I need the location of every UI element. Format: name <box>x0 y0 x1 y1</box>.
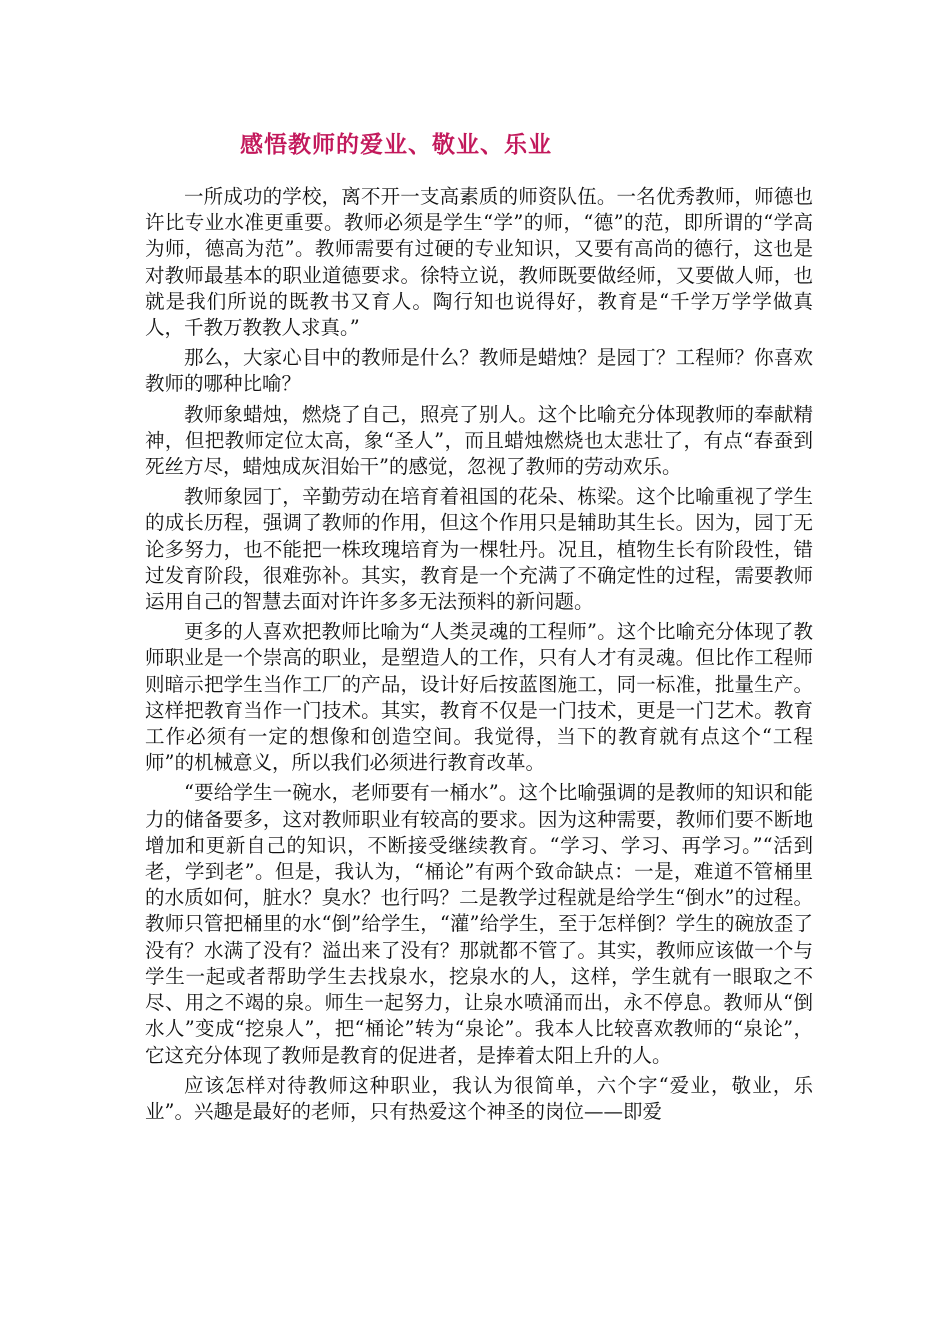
document-title: 感悟教师的爱业、敬业、乐业 <box>240 131 552 158</box>
paragraph-3: 教师象蜡烛，燃烧了自己，照亮了别人。这个比喻充分体现教师的奉献精神，但把教师定位太高，象“圣人”，而且蜡烛燃烧也太悲壮了，有点“春蚕到死丝方尽，蜡烛成灰泪始干”的感觉，忽视了教师的劳动欢乐。 <box>145 402 813 479</box>
paragraph-5: 更多的人喜欢把教师比喻为“人类灵魂的工程师”。这个比喻充分体现了教师职业是一个崇高的职业，是塑造人的工作，只有人才有灵魂。但比作工程师则暗示把学生当作工厂的产品，设计好后按蓝图施工，同一标准，批量生产。这样把教育当作一门技术。其实，教育不仅是一门技术，更是一门艺术。教育工作必须有一定的想像和创造空间。我觉得，当下的教育就有点这个“工程师”的机械意义，所以我们必须进行教育改革。 <box>145 620 813 775</box>
paragraph-1: 一所成功的学校，离不开一支高素质的师资队伍。一名优秀教师，师德也许比专业水准更重要。教师必须是学生“学”的师，“德”的范，即所谓的“学高为师，德高为范”。教师需要有过硬的专业知识，又要有高尚的德行，这也是对教师最基本的职业道德要求。徐特立说，教师既要做经师，又要做人师，也就是我们所说的既教书又育人。陶行知也说得好，教育是“千学万学学做真人，千教万教教人求真。” <box>145 185 813 340</box>
document-page <box>145 128 813 1129</box>
paragraph-7: 应该怎样对待教师这种职业，我认为很简单，六个字“爱业，敬业，乐业”。兴趣是最好的老师，只有热爱这个神圣的岗位——即爱 <box>145 1073 813 1123</box>
paragraph-6: “要给学生一碗水，老师要有一桶水”。这个比喻强调的是教师的知识和能力的储备要多，这对教师职业有较高的要求。因为这种需要，教师们要不断地增加和更新自己的知识，不断接受继续教育。“学习、学习、再学习。”“活到老，学到老”。但是，我认为，“桶论”有两个致命缺点：一是，难道不管桶里的水质如何，脏水？臭水？也行吗？二是教学过程就是给学生“倒水”的过程。教师只管把桶里的水“倒”给学生，“灌”给学生，至于怎样倒？学生的碗放歪了没有？水满了没有？溢出来了没有？那就都不管了。其实，教师应该做一个与学生一起或者帮助学生去找泉水，挖泉水的人，这样，学生就有一眼取之不尽、用之不竭的泉。师生一起努力，让泉水喷涌而出，永不停息。教师从“倒水人”变成“挖泉人”，把“桶论”转为“泉论”。我本人比较喜欢教师的“泉论”，它这充分体现了教师是教育的促进者，是捧着太阳上升的人。 <box>145 781 813 1067</box>
paragraph-2: 那么，大家心目中的教师是什么？教师是蜡烛？是园丁？工程师？你喜欢教师的哪种比喻？ <box>145 346 813 396</box>
paragraph-4: 教师象园丁，辛勤劳动在培育着祖国的花朵、栋梁。这个比喻重视了学生的成长历程，强调了教师的作用，但这个作用只是辅助其生长。因为，园丁无论多努力，也不能把一株玫瑰培育为一棵牡丹。况且，植物生长有阶段性，错过发育阶段，很难弥补。其实，教育是一个充满了不确定性的过程，需要教师运用自己的智慧去面对许许多多无法预料的新问题。 <box>145 485 813 614</box>
